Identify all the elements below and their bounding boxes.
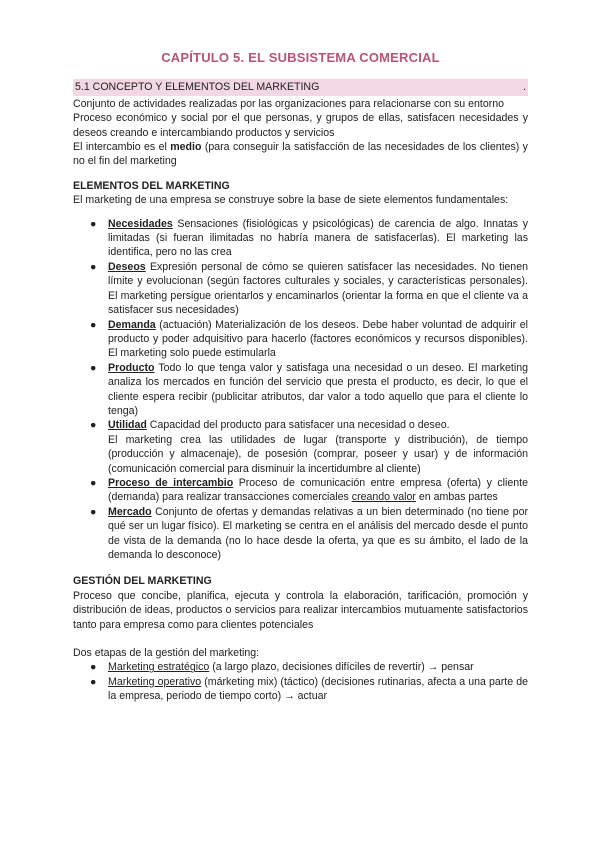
definition-line-1: Conjunto de actividades realizadas por las organizaciones para relacionarse con su entorno bbox=[73, 97, 505, 110]
document-page bbox=[73, 44, 528, 704]
element-extra-text: El marketing crea las utilidades de lugar (transporte y distribución), de tiempo (producción y almacenaje), de posesión (comprar, poseer y usar) y de información (comunicación comercial para disminuir la incertidumbre al cliente) bbox=[108, 433, 528, 475]
bullet-icon: ● bbox=[90, 361, 97, 374]
bullet-icon: ● bbox=[90, 675, 97, 688]
element-text: Expresión personal de cómo se quieren satisfacer las necesidades. No tienen límite y evolucionan (según factores culturales y sociales, y características personales). El marketing persigue orientarlos y encaminarlos (orientar la forma en que el cliente va a satisfacer sus necesidades) bbox=[108, 260, 528, 317]
element-necesidades bbox=[90, 217, 528, 260]
stage-term: Marketing operativo bbox=[108, 675, 202, 688]
elements-heading: ELEMENTOS DEL MARKETING bbox=[73, 179, 230, 192]
medio-pre: El intercambio es el bbox=[73, 141, 171, 154]
element-text: Sensaciones (fisiológicas y psicológicas) de carencia de algo. Innatas y limitadas (si fueran ilimitadas no habría manera de satisfacerlas). El marketing las identifica, pero no las crea bbox=[108, 217, 528, 259]
chapter-title: CAPÍTULO 5. EL SUBSISTEMA COMERCIAL bbox=[161, 50, 440, 65]
element-text: Proceso de comunicación entre empresa (oferta) y cliente (demanda) para realizar transacciones comerciales bbox=[108, 476, 528, 504]
bullet-icon: ● bbox=[90, 661, 97, 674]
stages-intro: Dos etapas de la gestión del marketing: bbox=[73, 647, 260, 660]
element-term: Mercado bbox=[108, 505, 152, 518]
element-proceso-intercambio bbox=[90, 476, 528, 505]
stage-term: Marketing estratégico bbox=[108, 661, 210, 674]
section-heading-text: 5.1 CONCEPTO Y ELEMENTOS DEL MARKETING bbox=[75, 81, 320, 94]
stage-text: (márketing mix) (táctico) (decisiones rutinarias, afecta a una parte de la empresa, periodo de tiempo corto) → actuar bbox=[108, 675, 528, 703]
element-text: Capacidad del producto para satisfacer una necesidad o deseo. bbox=[146, 419, 450, 432]
medio-bold: medio bbox=[170, 141, 202, 154]
element-utilidad bbox=[90, 418, 528, 476]
element-term: Producto bbox=[108, 361, 155, 374]
management-text: Proceso que concibe, planifica, ejecuta y controla la elaboración, tarificación, promoción y distribución de ideas, productos o servicios para realizar intercambios mutuamente satisfactorios tanto para empresa como para clientes potenciales bbox=[73, 589, 528, 631]
element-term: Demanda bbox=[108, 318, 156, 331]
bullet-icon: ● bbox=[90, 217, 97, 230]
element-demanda bbox=[90, 318, 528, 361]
elements-list bbox=[73, 217, 528, 563]
stage-operativo bbox=[90, 675, 528, 704]
bullet-icon: ● bbox=[90, 318, 97, 331]
element-deseos bbox=[90, 260, 528, 318]
element-mercado bbox=[90, 505, 528, 563]
management-heading: GESTIÓN DEL MARKETING bbox=[73, 575, 212, 588]
element-term: Deseos bbox=[108, 260, 146, 273]
element-text-end: en ambas partes bbox=[415, 491, 498, 504]
bullet-icon: ● bbox=[90, 476, 97, 489]
stage-estrategico bbox=[90, 660, 528, 674]
definition-line-2: Proceso económico y social por el que personas, y grupos de ellas, satisfacen necesidades y deseos creando e intercambiando productos y servicios bbox=[73, 112, 528, 139]
stage-text: (a largo plazo, decisiones difíciles de revertir) → pensar bbox=[209, 661, 474, 674]
section-heading-dot: . bbox=[523, 81, 526, 94]
element-term: Utilidad bbox=[108, 419, 147, 432]
element-producto bbox=[90, 361, 528, 419]
bullet-icon: ● bbox=[90, 419, 97, 432]
elements-intro: El marketing de una empresa se construye sobre la base de siete elementos fundamentales: bbox=[73, 194, 509, 207]
bullet-icon: ● bbox=[90, 505, 97, 518]
element-term: Necesidades bbox=[108, 217, 173, 230]
bullet-icon: ● bbox=[90, 260, 97, 273]
spacer bbox=[73, 632, 528, 646]
element-text: (actuación) Materialización de los deseos. Debe haber voluntad de adquirir el producto y poder adquisitivo para hacerlo (factores económicos y recursos disponibles). El marketing solo puede estimularla bbox=[108, 318, 528, 360]
element-text: Todo lo que tenga valor y satisfaga una necesidad o un deseo. El marketing analiza los mercados en función del servicio que presta el producto, es decir, lo que el cliente espera recibir (publicitar atributos, dar valor a todo aquello que para el cliente lo tenga) bbox=[108, 361, 528, 417]
medio-post: (para conseguir la satisfacción de las necesidades de los clientes) y no el fin del marketing bbox=[73, 141, 528, 168]
element-underlined-text: creando valor bbox=[351, 491, 416, 504]
stages-list bbox=[73, 660, 528, 703]
element-term: Proceso de intercambio bbox=[108, 476, 234, 489]
medio-paragraph bbox=[73, 140, 528, 169]
section-heading bbox=[73, 79, 528, 95]
element-text: Conjunto de ofertas y demandas relativas a un bien determinado (no tiene por qué ser un lugar físico). El marketing se centra en el análisis del mercado desde el punto de vista de la demanda (no lo hace desde la oferta, ya que es su ámbito, el lado de la demanda lo desconoce) bbox=[108, 505, 528, 561]
